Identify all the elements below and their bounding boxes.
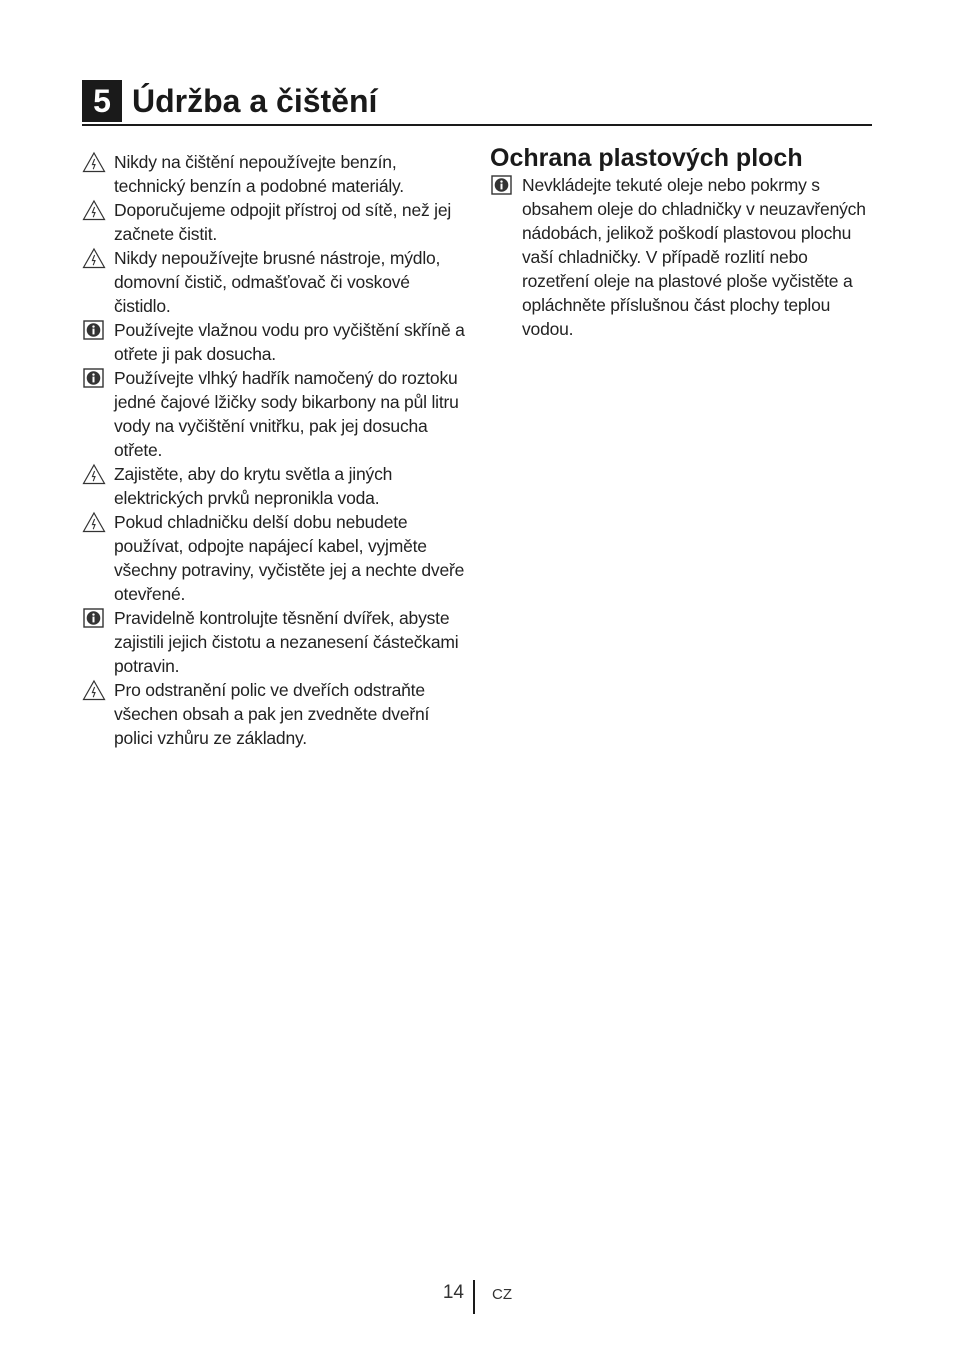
item-text: Zajistěte, aby do krytu světla a jiných elektrických prvků nepronikla voda. (114, 464, 393, 508)
list-item (82, 366, 467, 462)
info-icon (82, 607, 106, 629)
item-text: Používejte vlažnou vodu pro vyčištění skříně a otřete ji pak dosucha. (114, 320, 465, 364)
list-item (82, 606, 467, 678)
section-title: Ochrana plastových ploch (490, 144, 803, 172)
footer-divider (473, 1280, 475, 1314)
item-text: Nevkládejte tekuté oleje nebo pokrmy s obsahem oleje do chladničky v neuzavřených nádobách, jelikož poškodí plastovou plochu vaší chladničky. V případě rozlití nebo rozetření oleje na plastové ploše vyčistěte a opláchněte příslušnou část plochy teplou vodou. (522, 175, 866, 339)
item-text: Pokud chladničku delší dobu nebudete používat, odpojte napájecí kabel, vyjměte všechny potraviny, vyčistěte jej a nechte dveře otevřené. (114, 512, 465, 604)
info-icon (82, 319, 106, 341)
chapter-title: Údržba a čištění (132, 83, 378, 119)
chapter-number: 5 (82, 80, 122, 122)
item-text: Doporučujeme odpojit přístroj od sítě, než jej začnete čistit. (114, 200, 452, 244)
item-text: Pravidelně kontrolujte těsnění dvířek, abyste zajistili jejich čistotu a nezanesení částečkami potravin. (114, 608, 459, 676)
info-icon (490, 174, 514, 196)
item-text: Nikdy nepoužívejte brusné nástroje, mýdlo, domovní čistič, odmašťovač či voskové čistidlo. (114, 248, 441, 316)
list-item (82, 510, 467, 606)
list-item (82, 318, 467, 366)
item-text: Používejte vlhký hadřík namočený do roztoku jedné čajové lžičky sody bikarbony na půl litru vody na vyčištění vnitřku, pak jej dosucha otřete. (114, 368, 459, 460)
list-item (82, 150, 467, 198)
page-number: 14 (442, 1282, 464, 1303)
list-item (490, 173, 875, 341)
warning-icon (82, 679, 106, 701)
page-footer (0, 1280, 954, 1316)
warning-icon (82, 199, 106, 221)
list-item (82, 198, 467, 246)
item-text: Pro odstranění polic ve dveřích odstraňte všechen obsah a pak jen zvedněte dveřní polici vzhůru ze základny. (114, 680, 430, 748)
list-item (82, 678, 467, 750)
warning-icon (82, 151, 106, 173)
right-column (490, 143, 875, 341)
list-item (82, 462, 467, 510)
list-item (82, 246, 467, 318)
left-column (82, 150, 467, 750)
item-text: Nikdy na čištění nepoužívejte benzín, technický benzín a podobné materiály. (114, 152, 404, 196)
warning-icon (82, 511, 106, 533)
info-icon (82, 367, 106, 389)
warning-icon (82, 463, 106, 485)
language-code: CZ (492, 1286, 512, 1303)
warning-icon (82, 247, 106, 269)
chapter-header (82, 80, 872, 126)
